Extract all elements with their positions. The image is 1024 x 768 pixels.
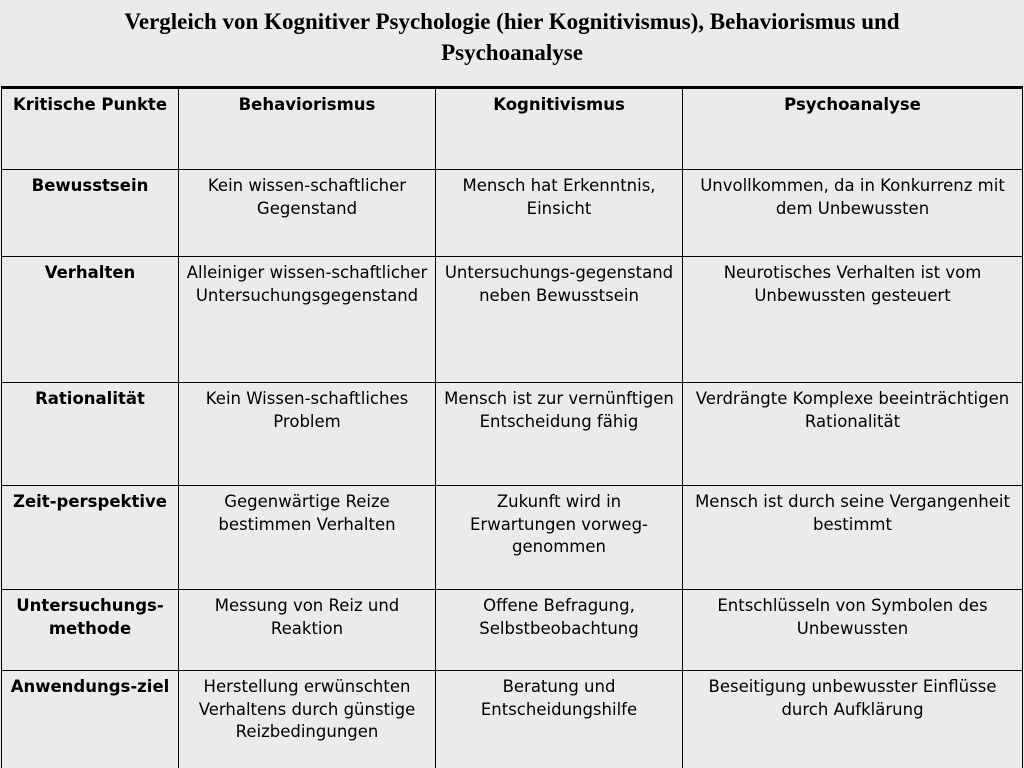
cell-behaviorismus — [179, 383, 436, 486]
cell-text: Gegenwärtige Reize bestimmen Verhalten — [218, 492, 396, 534]
table-row-rationalitaet — [2, 383, 1023, 486]
cell-text: Entschlüsseln von Symbolen des Unbewussten — [717, 596, 988, 638]
table-row-untersuchungsmethode — [2, 590, 1023, 671]
row-label: Rationalität — [2, 383, 179, 486]
row-label: Verhalten — [2, 257, 179, 383]
slide-title — [0, 6, 1024, 68]
row-label: Bewusstsein — [2, 170, 179, 257]
cell-psychoanalyse — [683, 383, 1023, 486]
cell-text: Offene Befragung, Selbstbeobachtung — [479, 596, 639, 638]
cell-text: Neurotisches Verhalten ist vom Unbewussten gesteuert — [723, 263, 982, 305]
cell-text: Beseitigung unbewusster Einflüsse durch Aufklärung — [708, 677, 997, 719]
row-label: Anwendungs-ziel — [2, 671, 179, 768]
cell-text: Mensch hat Erkenntnis, Einsicht — [462, 176, 656, 218]
cell-behaviorismus — [179, 170, 436, 257]
cell-text: Untersuchungs-gegenstand neben Bewusstsein — [444, 263, 674, 305]
header-kognitivismus: Kognitivismus — [436, 88, 683, 170]
cell-psychoanalyse — [683, 170, 1023, 257]
cell-behaviorismus — [179, 486, 436, 590]
cell-psychoanalyse — [683, 486, 1023, 590]
header-psychoanalyse: Psychoanalyse — [683, 88, 1023, 170]
cell-kognitivismus — [436, 671, 683, 768]
cell-text: Unvollkommen, da in Konkurrenz mit dem Unbewussten — [700, 176, 1005, 218]
cell-kognitivismus — [436, 590, 683, 671]
row-label: Zeit-perspektive — [2, 486, 179, 590]
table-row-bewusstsein — [2, 170, 1023, 257]
cell-psychoanalyse — [683, 671, 1023, 768]
table-row-verhalten — [2, 257, 1023, 383]
cell-kognitivismus — [436, 257, 683, 383]
cell-text: Zukunft wird in Erwartungen vorweg-genommen — [469, 492, 649, 556]
cell-text: Verdrängte Komplexe beeinträchtigen Rationalität — [695, 389, 1010, 431]
cell-psychoanalyse — [683, 257, 1023, 383]
row-label: Untersuchungs-methode — [2, 590, 179, 671]
cell-text: Alleiniger wissen-schaftlicher Untersuchungsgegenstand — [186, 263, 428, 305]
cell-text: Herstellung erwünschten Verhaltens durch günstige Reizbedingungen — [198, 677, 416, 741]
table-header-row — [2, 88, 1023, 170]
cell-behaviorismus — [179, 257, 436, 383]
cell-text: Kein Wissen-schaftliches Problem — [205, 389, 409, 431]
header-behaviorismus: Behaviorismus — [179, 88, 436, 170]
cell-text: Beratung und Entscheidungshilfe — [480, 677, 638, 719]
table-row-anwendungsziel — [2, 671, 1023, 768]
slide-title-line-1: Vergleich von Kognitiver Psychologie (hier Kognitivismus), Behaviorismus und — [124, 9, 900, 34]
cell-psychoanalyse — [683, 590, 1023, 671]
cell-text: Kein wissen-schaftlicher Gegenstand — [207, 176, 407, 218]
cell-kognitivismus — [436, 486, 683, 590]
slide-title-line-2: Psychoanalyse — [441, 40, 583, 65]
cell-behaviorismus — [179, 590, 436, 671]
cell-text: Messung von Reiz und Reaktion — [214, 596, 400, 638]
cell-behaviorismus — [179, 671, 436, 768]
cell-kognitivismus — [436, 383, 683, 486]
table-row-zeitperspektive — [2, 486, 1023, 590]
cell-text: Mensch ist durch seine Vergangenheit bestimmt — [695, 492, 1010, 534]
cell-kognitivismus — [436, 170, 683, 257]
header-kritische-punkte: Kritische Punkte — [2, 88, 179, 170]
comparison-table — [1, 86, 1023, 768]
cell-text: Mensch ist zur vernünftigen Entscheidung fähig — [444, 389, 674, 431]
